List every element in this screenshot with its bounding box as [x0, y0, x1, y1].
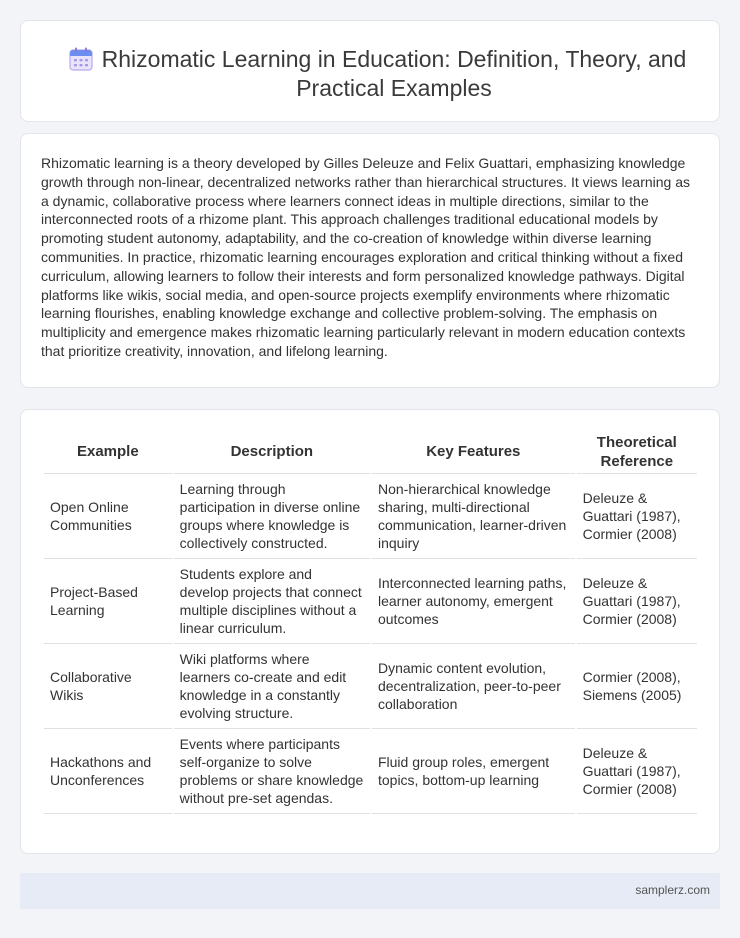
table-row: [44, 644, 697, 729]
cell-description: Events where participants self-organize to solve problems or share knowledge without pre-set agendas.: [174, 729, 370, 814]
cell-key-features: Interconnected learning paths, learner autonomy, emergent outcomes: [372, 559, 575, 644]
cell-example: Project-Based Learning: [44, 559, 172, 644]
header-description: Description: [174, 430, 370, 474]
cell-key-features: Dynamic content evolution, decentralization, peer-to-peer collaboration: [372, 644, 575, 729]
cell-key-features: Non-hierarchical knowledge sharing, multi-directional communication, learner-driven inquiry: [372, 474, 575, 559]
cell-reference: Deleuze & Guattari (1987), Cormier (2008): [577, 474, 697, 559]
cell-reference: Deleuze & Guattari (1987), Cormier (2008): [577, 559, 697, 644]
cell-reference: Cormier (2008), Siemens (2005): [577, 644, 697, 729]
title-card: [20, 20, 720, 122]
cell-description: Wiki platforms where learners co-create and edit knowledge in a constantly evolving structure.: [174, 644, 370, 729]
table-row: [44, 474, 697, 559]
cell-reference: Deleuze & Guattari (1987), Cormier (2008): [577, 729, 697, 814]
cell-description: Students explore and develop projects that connect multiple disciplines without a linear curriculum.: [174, 559, 370, 644]
table-row: [44, 559, 697, 644]
examples-table-card: [20, 409, 720, 854]
cell-example: Collaborative Wikis: [44, 644, 172, 729]
intro-card: [20, 133, 720, 388]
examples-table: [42, 430, 699, 814]
intro-paragraph: Rhizomatic learning is a theory developed by Gilles Deleuze and Felix Guattari, emphasizing knowledge growth through non-linear, decentralized networks rather than hierarchical structures. It views learning as a dynamic, collaborative process where learners connect ideas in multiple directions, similar to the interconnected roots of a rhizome plant. This approach challenges traditional educational models by promoting student autonomy, adaptability, and the co-creation of knowledge within diverse learning communities. In practice, rhizomatic learning encourages exploration and critical thinking without a fixed curriculum, allowing learners to follow their interests and form personalized knowledge pathways. Digital platforms like wikis, social media, and open-source projects exemplify environments where rhizomatic learning flourishes, enabling knowledge exchange and collective problem-solving. The emphasis on multiplicity and emergence makes rhizomatic learning particularly relevant in modern education contexts that prioritize creativity, innovation, and lifelong learning.: [41, 155, 690, 359]
table-row: [44, 729, 697, 814]
table-header-row: [44, 430, 697, 474]
header-theoretical-reference: Theoretical Reference: [577, 430, 697, 474]
cell-example: Open Online Communities: [44, 474, 172, 559]
header-key-features: Key Features: [372, 430, 575, 474]
cell-description: Learning through participation in diverse online groups where knowledge is collectively constructed.: [174, 474, 370, 559]
cell-key-features: Fluid group roles, emergent topics, bottom-up learning: [372, 729, 575, 814]
cell-example: Hackathons and Unconferences: [44, 729, 172, 814]
header-example: Example: [44, 430, 172, 474]
footer-site-link[interactable]: samplerz.com: [635, 883, 710, 897]
page-title: Rhizomatic Learning in Education: Definition, Theory, and Practical Examples: [101, 46, 687, 101]
footer-bar: [20, 873, 720, 909]
